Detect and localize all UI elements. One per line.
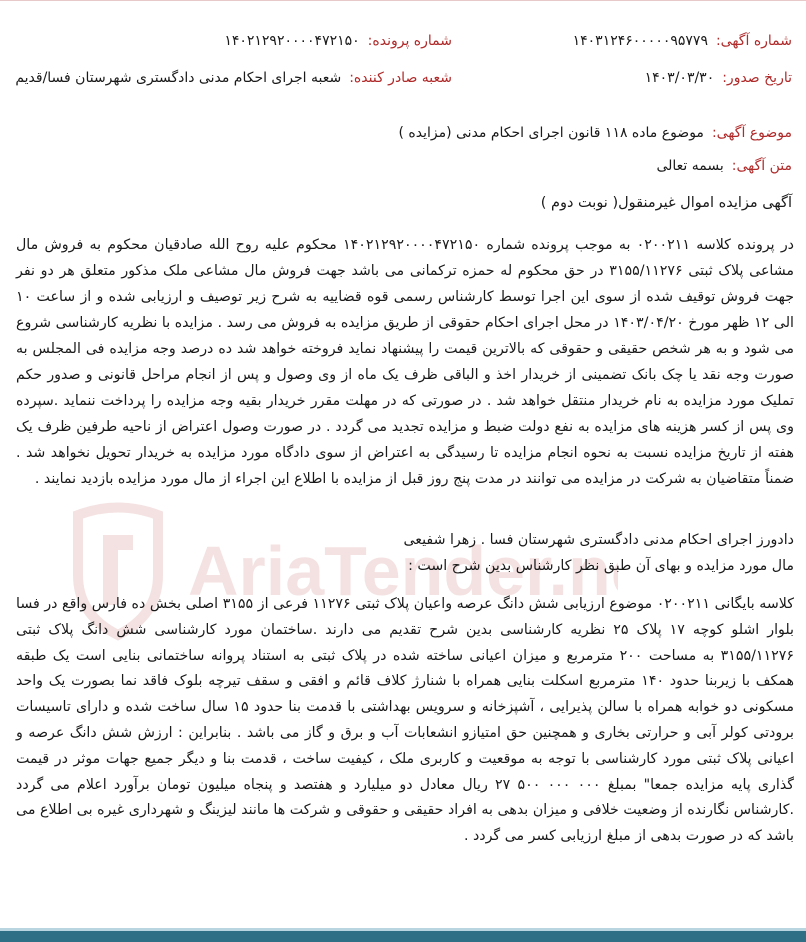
bottom-bar <box>0 928 806 942</box>
issuer-label: شعبه صادر کننده: <box>349 70 452 86</box>
paragraph-valuation: کلاسه بایگانی ۰۲۰۰۲۱۱ موضوع ارزیابی شش دانگ عرصه واعیان پلاک ثبتی ۱۱۲۷۶ فرعی از ۳۱۵۵ اصلی بخش ده فارس واقع در فسا بلوار اشلو کوچه ۱۷ پلاک ۲۵ نظریه کارشناسی بدین شرح تقدیم می دارند .ساختمان مورد کارشناسی شش دانگ پلاک ثبتی ۳۱۵۵/۱۱۲۷۶ به مساحت ۲۰۰ مترمربع و میزان اعیانی ساخته شده در پلاک ثبتی به استناد پروانه ساختمانی بنایی است یک طبقه همکف با زیربنا حدود ۱۴۰ مترمربع اسکلت بنایی همراه با شنارژ کلاف قائم و افقی و سقف تیرچه بلوک فاقد نما بصورت یک واحد مسکونی دو خوابه همراه با سالن پذیرایی ، آشپزخانه و سرویس بهداشتی با قدمت بنا حدود ۱۵ سال ساخت شده و دارای تاسیسات برودتی کولر آبی و حرارتی بخاری و همچنین حق امتیازو انشعابات آب و برق و گاز می باشد . بنابراین : ارزش شش دانگ عرصه و اعیانی پلاک ثبتی مورد کارشناسی با توجه به موقعیت و کاربری ملک ، کیفیت ساخت ، قدمت بنا و دیگر جمیع جهات موثر در قیمت گذاری پایه مزایده جمعا" بمبلغ ۰۰۰ ۰۰۰ ۵۰۰ ۲۷ ریال معادل دو میلیارد و هفتصد و پنجاه میلیون تومان برآورد اعلام می گردد .کارشناس نگارنده از وضعیت خلافی و میزان بدهی به افراد حقیقی و حقوقی و شرکت ها مانند لیزینگ و شهرداری غیره بی اطلاع می باشد که در صورت بدهی از مبلغ ارزیابی کسر می گردد . <box>16 596 795 845</box>
text-row <box>656 158 792 174</box>
file-number-value: ۱۴۰۲۱۲۹۲۰۰۰۰۴۷۲۱۵۰ <box>224 33 360 49</box>
paragraph-main: در پرونده کلاسه ۰۲۰۰۲۱۱ به موجب پرونده شماره ۱۴۰۲۱۲۹۲۰۰۰۰۴۷۲۱۵۰ محکوم علیه روح الله صادقیان محکوم به فروش مال مشاعی پلاک ثبتی ۳۱۵۵/۱۱۲۷۶ در حق محکوم له حمزه ترکمانی می باشد جهت فروش مال مشاعی ملک مذکور متعلق هر دو نفر جهت فروش توقیف شده از سوی این اجرا توسط کارشناس رسمی قوه قضاییه به شرح زیر توصیف و ارزیابی شده و از ساعت ۱۰ الی ۱۲ ظهر مورخ ۱۴۰۳/۰۴/۲۰ در محل اجرای احکام حقوقی از طریق مزایده به فروش می رسد . مزایده با نظریه کارشناسی شروع می شود و به هر شخص حقیقی و حقوقی که بالاترین قیمت را پیشنهاد نماید فروخته خواهد شد ده درصد وجه مزایده فی المجلس به صورت وجه نقد یا چک بانک تضمینی از خریدار اخذ و الباقی ظرف یک ماه از وی وصول و پس از انجام مراحل قانونی و صدور حکم تملیک مورد مزایده به نام خریدار منتقل خواهد شد . در صورتی که در مهلت مقرر خریدار بقیه وجه مزایده را پرداخت ننماید .سپرده وی پس از کسر هزینه های مزایده به نفع دولت ضبط و مزایده تجدید می گردد . در صورت وصول اعتراض از ناحیه طرفین ظرف یک هفته از تاریخ مزایده نسبت به نحوه انجام مزایده تا رسیدگی به اعتراض از سوی دادگاه مورد مزایده به خریدار تحویل نخواهد شد . ضمناً متقاضیان به شرکت در مزایده می توانند در مدت پنج روز قبل از مزایده با اطلاع این اجراء از مال مورد مزایده بازدید نمایند . <box>16 237 794 487</box>
notice-number-label: شماره آگهی: <box>715 33 792 49</box>
issue-date-label: تاریخ صدور: <box>722 70 792 86</box>
paragraph-intro: مال مورد مزایده و بهای آن طبق نظر کارشناس بدین شرح است : <box>408 558 794 574</box>
file-number <box>224 33 452 49</box>
issue-date <box>645 70 792 86</box>
watermark-text: AriaTender.n <box>188 532 611 610</box>
notice-number-value: ۱۴۰۳۱۲۴۶۰۰۰۰۰۹۵۷۷۹ <box>572 33 708 49</box>
issuer <box>15 70 452 86</box>
subject-value: موضوع ماده ۱۱۸ قانون اجرای احکام مدنی (مزایده ) <box>398 125 704 141</box>
bottom-bar-edge <box>0 928 806 931</box>
notice-number <box>573 33 792 49</box>
paragraph-signature: دادورز اجرای احکام مدنی دادگستری شهرستان فسا . زهرا شفیعی <box>403 532 794 548</box>
subject-row <box>398 125 792 141</box>
file-number-label: شماره پرونده: <box>367 33 452 49</box>
subject-label: موضوع آگهی: <box>711 125 792 141</box>
text-label: متن آگهی: <box>731 158 792 174</box>
text-opening: بسمه تعالی <box>656 158 724 174</box>
issuer-value: شعبه اجرای احکام مدنی دادگستری شهرستان فسا/قدیم <box>15 70 342 86</box>
notice-title: آگهی مزایده اموال غیرمنقول( نوبت دوم ) <box>540 195 792 211</box>
issue-date-value: ۱۴۰۳/۰۳/۳۰ <box>644 70 715 86</box>
